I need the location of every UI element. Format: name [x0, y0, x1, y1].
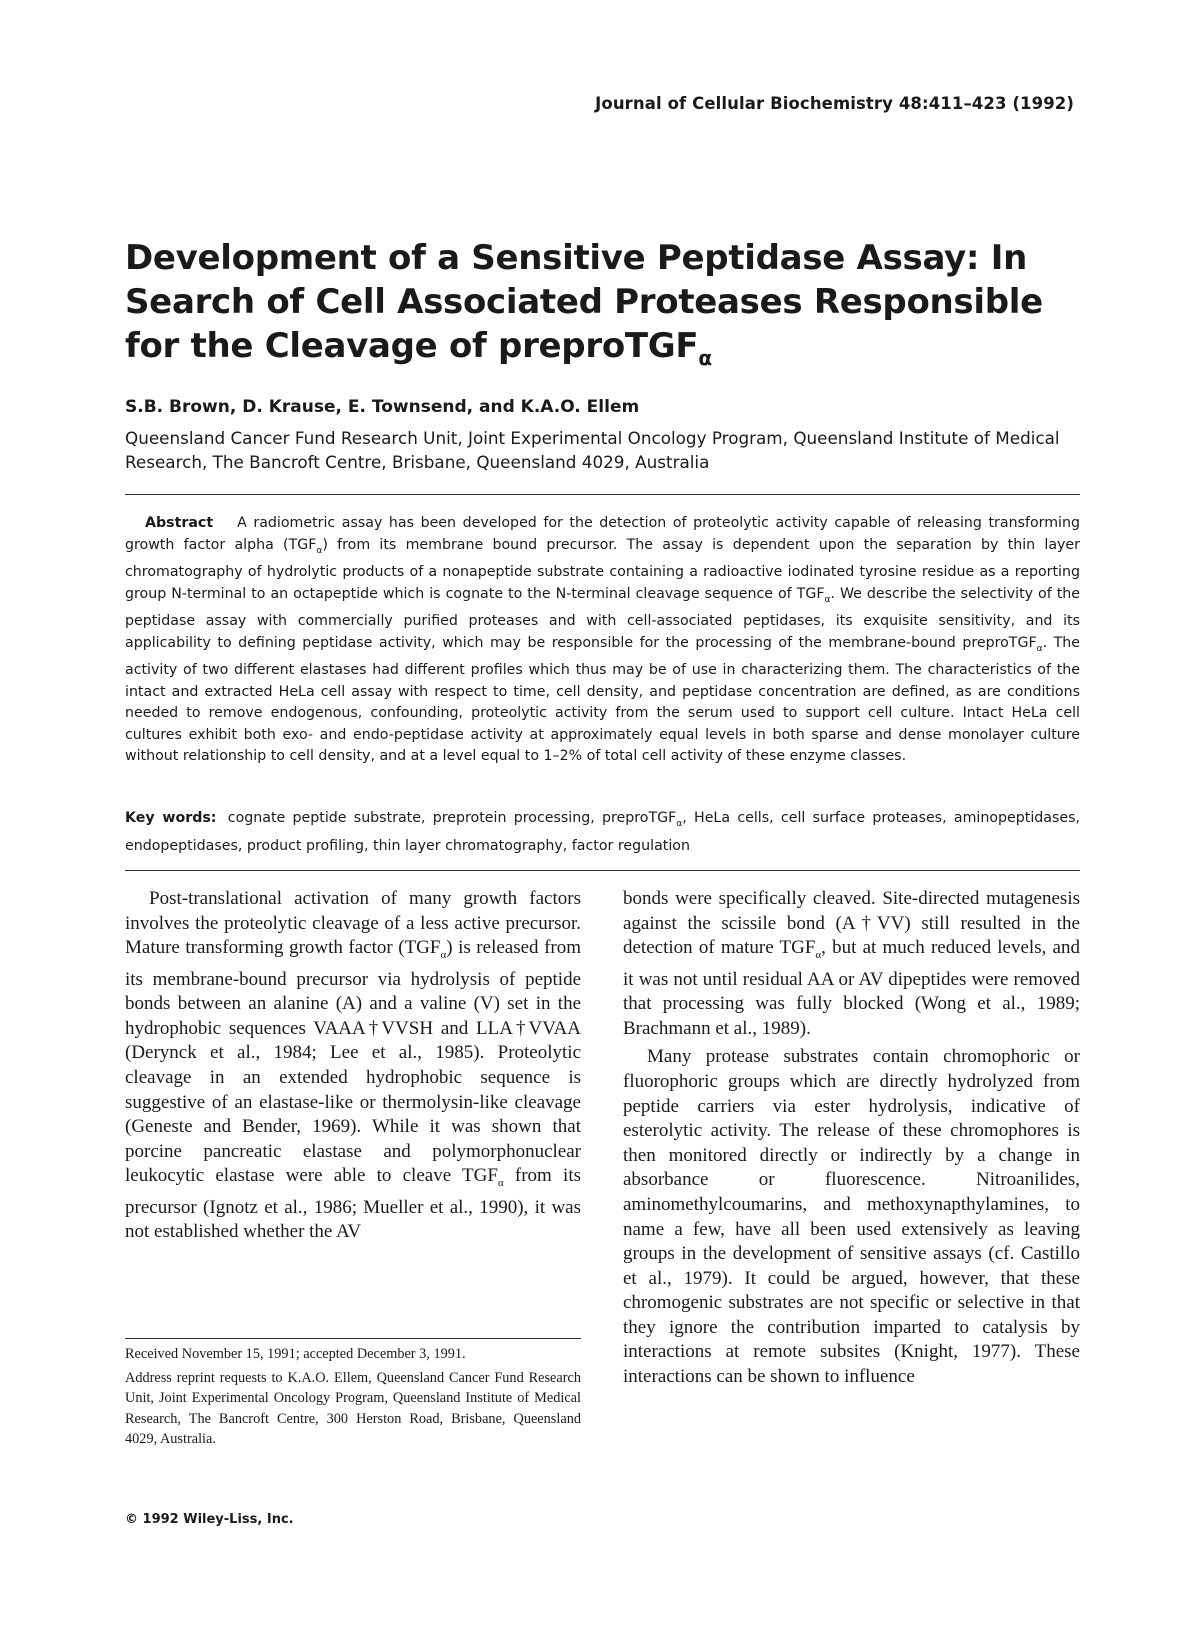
abstract-text-3: . We describe the selectivity of the peptidase assay with commercially purified proteases and with cell-associated peptidases, its exquisite sensitivity, and its applicability to defining peptidase activity, which may be responsible for the processing of the membrane-bound preproTGF [125, 585, 1080, 651]
body-subscript: α [440, 948, 447, 961]
author-list: S.B. Brown, D. Krause, E. Townsend, and K.A.O. Ellem [125, 397, 640, 417]
keywords [125, 807, 1080, 857]
body-text: ) is released from its membrane-bound precursor via hydrolysis of peptide bonds between an alanine (A) and a valine (V) set in the hydrophobic sequences VAAA†VVSH and LLA†VVAA (Derynck et al., 1984; Lee et al., 1985). Proteolytic cleavage in an extended hydrophobic sequence is suggestive of an elastase-like or thermolysin-like cleavage (Geneste and Bender, 1969). While it was shown that porcine pancreatic elastase and polymorphonuclear leukocytic elastase were able to cleave TGF [125, 937, 582, 1187]
body-subscript: α [497, 1177, 504, 1190]
abstract-text-2: ) from its membrane bound precursor. The assay is dependent upon the separation by thin layer chromatography of hydrolytic products of a nonapeptide substrate containing a radioactive iodinated tyrosine residue as a reporting group N-terminal to an octapeptide which is cognate to the N-terminal cleavage sequence of TGF [125, 536, 1080, 602]
title-subscript: α [698, 346, 712, 370]
body-text: Post-translational activation of many growth factors involves the proteolytic cleavage of a less active precursor. Mature transforming growth factor (TGF [125, 888, 581, 959]
keywords-label: Key words: [125, 810, 217, 826]
footnotes [125, 1344, 581, 1453]
copyright-notice: © 1992 Wiley-Liss, Inc. [125, 1512, 294, 1527]
body-text: , but at much reduced levels, and it was not until residual AA or AV dipeptides were removed that processing was fully blocked (Wong et al., 1989; Brachmann et al., 1989). [623, 937, 1080, 1039]
abstract [125, 513, 1080, 768]
abstract-bottom-rule [125, 870, 1080, 871]
footnote-rule [125, 1338, 581, 1339]
title-text: Development of a Sensitive Peptidase Assay: In Search of Cell Associated Proteases Responsible for the Cleavage of preproTGF [125, 238, 1043, 366]
abstract-sub-2: α [824, 594, 831, 605]
body-subscript: α [815, 948, 822, 961]
affiliation: Queensland Cancer Fund Research Unit, Joint Experimental Oncology Program, Queensland Institute of Medical Research, The Bancroft Centre, Brisbane, Queensland 4029, Australia [125, 428, 1060, 472]
article-title [125, 236, 1085, 380]
keywords-sub: α [676, 818, 683, 829]
body-paragraph: Many protease substrates contain chromophoric or fluorophoric groups which are directly hydrolyzed from peptide carriers via ester hydrolysis, indicative of esterolytic activity. The release of these chromophores is then monitored directly or indirectly by a change in absorbance or fluorescence. Nitroanilides, aminomethylcoumarins, and methoxynapthylamines, to name a few, have all been used extensively as leaving groups in the development of sensitive assays (cf. Castillo et al., 1979). It could be argued, however, that these chromogenic substrates are not specific or selective in that they ignore the contribution imparted to catalysis by interactions at remote subsites (Knight, 1977). These interactions can be shown to influence [623, 1046, 1080, 1388]
body-paragraph [125, 887, 581, 1245]
keywords-text-2: , HeLa cells, cell surface proteases, aminopeptidases, endopeptidases, product profiling, thin layer chromatography, factor regulation [125, 810, 1080, 854]
body-paragraph [623, 887, 1080, 1041]
reprint-address-note: Address reprint requests to K.A.O. Ellem, Queensland Cancer Fund Research Unit, Joint Experimental Oncology Program, Queensland Institute of Medical Research, The Bancroft Centre, 300 Herston Road, Brisbane, Queensland 4029, Australia. [125, 1369, 581, 1448]
abstract-text-4: . The activity of two different elastases had different profiles which thus may be of use in characterizing them. The characteristics of the intact and extracted HeLa cell assay with respect to time, cell density, and peptidase concentration are defined, as are conditions needed to remove endogenous, confounding, proteolytic activity from the serum used to support cell culture. Intact HeLa cell cultures exhibit both exo- and endo-peptidase activity at approximately equal levels in both sparse and dense monolayer culture without relationship to cell density, and at a level equal to 1–2% of total cell activity of these enzyme classes. [125, 634, 1080, 765]
abstract-top-rule [125, 494, 1080, 495]
body-column-right [623, 887, 1080, 1390]
abstract-sub-1: α [316, 545, 323, 556]
body-column-left [125, 887, 581, 1245]
body-text: bonds were specifically cleaved. Site-directed mutagenesis against the scissile bond (A†VV) still resulted in the detection of mature TGF [623, 888, 1080, 959]
body-text: from its precursor (Ignotz et al., 1986; Mueller et al., 1990), it was not established whether the AV [125, 1165, 581, 1243]
received-date-note: Received November 15, 1991; accepted December 3, 1991. [125, 1346, 466, 1362]
journal-citation: Journal of Cellular Biochemistry 48:411–423 (1992) [595, 94, 1074, 113]
keywords-text-1: cognate peptide substrate, preprotein processing, preproTGF [227, 810, 677, 826]
abstract-label: Abstract [145, 515, 214, 531]
abstract-text-1: A radiometric assay has been developed for the detection of proteolytic activity capable of releasing transforming growth factor alpha (TGF [125, 515, 1080, 553]
abstract-sub-3: α [1036, 643, 1043, 654]
